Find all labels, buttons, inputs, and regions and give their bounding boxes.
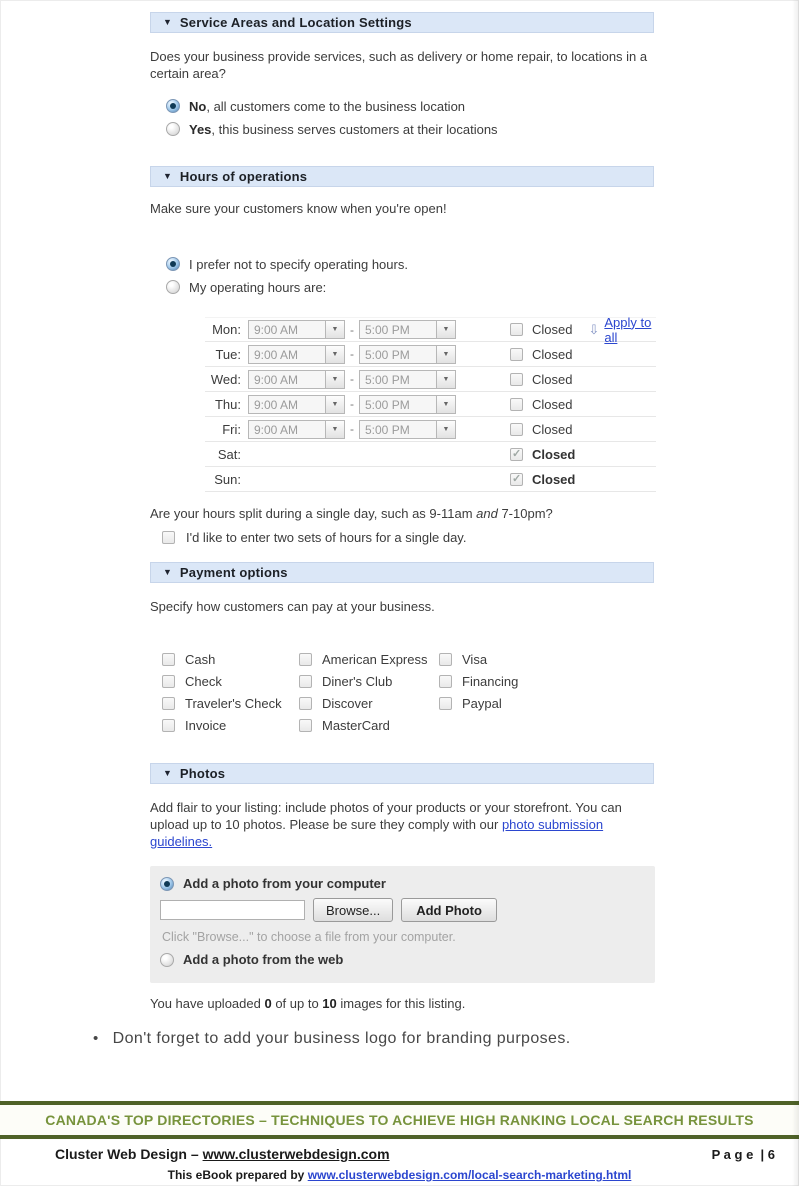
payment-label: Check: [185, 673, 222, 689]
file-upload-row: [160, 898, 655, 922]
radio-row-yes: [166, 120, 498, 138]
dropdown-arrow-icon[interactable]: ▼: [325, 370, 345, 389]
close-time-select[interactable]: 5:00 PM: [359, 320, 437, 339]
hours-intro: Make sure your customers know when you're open!: [150, 201, 447, 216]
amex-checkbox[interactable]: [299, 653, 312, 666]
hours-row-fri: [205, 417, 656, 442]
dropdown-arrow-icon[interactable]: ▼: [436, 370, 456, 389]
payment-label: Financing: [462, 673, 519, 689]
closed-checkbox[interactable]: [510, 323, 523, 336]
section-title-payment: Payment options: [179, 565, 288, 580]
logo-note-text: Don't forget to add your business logo for branding purposes.: [112, 1030, 571, 1047]
radio-my-hours[interactable]: [166, 280, 180, 294]
hours-row-mon: [205, 314, 656, 345]
check-icon: ✓: [512, 472, 522, 485]
radio-yes-label-rest: , this business serves customers at their locations: [211, 121, 498, 137]
time-dash: -: [350, 422, 354, 436]
apply-down-icon: ⇩: [588, 321, 600, 337]
radio-no-label-bold: No: [189, 98, 207, 114]
payment-label: Cash: [185, 651, 216, 667]
hours-row-tue: [205, 342, 656, 367]
open-time-select[interactable]: 9:00 AM: [248, 395, 326, 414]
discover-checkbox[interactable]: [299, 697, 312, 710]
radio-yes[interactable]: [166, 122, 180, 136]
dropdown-arrow-icon[interactable]: ▼: [436, 395, 456, 414]
radio-row-no: [166, 97, 465, 115]
radio-yes-label-bold: Yes: [189, 121, 212, 137]
hours-row-wed: [205, 367, 656, 392]
close-time-select[interactable]: 5:00 PM: [359, 370, 437, 389]
closed-label: Closed: [532, 371, 573, 387]
upload-from-web-row: [160, 952, 655, 967]
uploaded-text: of up to: [271, 996, 323, 1011]
closed-checkbox[interactable]: [510, 373, 523, 386]
payment-option-invoice: [162, 714, 299, 736]
split-hours-checkbox-row: [162, 528, 466, 546]
payment-option-paypal: [439, 692, 518, 714]
radio-photo-computer[interactable]: [160, 877, 174, 891]
footer-prepared-line: [0, 1168, 799, 1182]
payment-option-financing: [439, 670, 518, 692]
day-label: Sat:: [217, 446, 241, 462]
uploaded-text: You have uploaded: [150, 996, 265, 1011]
day-label: Sun:: [214, 471, 241, 487]
section-header-payment[interactable]: [150, 562, 654, 583]
dropdown-arrow-icon[interactable]: ▼: [436, 320, 456, 339]
radio-row-my-hours: [166, 278, 326, 296]
check-icon: ✓: [512, 447, 522, 460]
payment-label: Visa: [462, 651, 488, 667]
browse-button[interactable]: Browse...: [313, 898, 393, 922]
payment-option-check: [162, 670, 299, 692]
invoice-checkbox[interactable]: [162, 719, 175, 732]
open-time-select[interactable]: 9:00 AM: [248, 320, 326, 339]
section-header-service-areas[interactable]: [150, 12, 654, 33]
photos-description: [150, 799, 655, 850]
visa-checkbox[interactable]: [439, 653, 452, 666]
radio-photo-web-label: Add a photo from the web: [183, 952, 344, 967]
radio-not-specify-label: I prefer not to specify operating hours.: [189, 256, 408, 272]
dropdown-arrow-icon[interactable]: ▼: [325, 420, 345, 439]
time-dash: -: [350, 347, 354, 361]
closed-label: Closed: [532, 322, 573, 337]
section-title-service-areas: Service Areas and Location Settings: [179, 15, 412, 30]
payment-option-diners-club: [299, 670, 439, 692]
closed-checkbox[interactable]: [510, 398, 523, 411]
payment-intro: Specify how customers can pay at your business.: [150, 599, 435, 614]
uploaded-max: 10: [322, 996, 337, 1011]
page-number: P a g e | 6: [711, 1147, 775, 1162]
split-hours-question: [150, 505, 650, 522]
day-label: Fri:: [222, 421, 241, 437]
split-hours-checkbox-label: I'd like to enter two sets of hours for a single day.: [186, 529, 467, 545]
radio-no[interactable]: [166, 99, 180, 113]
file-path-input[interactable]: [160, 900, 305, 920]
open-time-select[interactable]: 9:00 AM: [248, 370, 326, 389]
photo-guidelines-link[interactable]: photo submission guidelines.: [150, 817, 604, 849]
footer-band-text: CANADA'S TOP DIRECTORIES – TECHNIQUES TO ACHIEVE HIGH RANKING LOCAL SEARCH RESULTS: [45, 1112, 754, 1128]
photos-description-text: Add flair to your listing: include photos of your products or your storefront. You can upload up to 10 photos. Please be sure they comply with our: [150, 800, 622, 832]
closed-checkbox-checked[interactable]: [510, 473, 523, 486]
split-q-text: Are your hours split during a single day, such as 9-11am: [150, 506, 477, 521]
radio-yes-label: [189, 122, 498, 137]
add-photo-button[interactable]: Add Photo: [401, 898, 497, 922]
payment-option-mastercard: [299, 714, 439, 736]
open-time-select[interactable]: 9:00 AM: [248, 420, 326, 439]
closed-label: Closed: [532, 421, 573, 437]
browse-helper-text: Click "Browse..." to choose a file from your computer.: [162, 930, 456, 944]
uploaded-count: 0: [264, 996, 272, 1011]
check-checkbox[interactable]: [162, 675, 175, 688]
day-label: Thu:: [214, 396, 241, 412]
uploaded-count-line: [150, 996, 465, 1011]
payment-option-visa: [439, 648, 518, 670]
payment-option-cash: [162, 648, 299, 670]
section-header-hours[interactable]: [150, 166, 654, 187]
payment-label: Paypal: [462, 695, 502, 711]
collapse-icon: ▼: [163, 567, 172, 577]
hours-row-thu: [205, 392, 656, 417]
photo-upload-box: [150, 866, 655, 983]
payment-label: MasterCard: [322, 717, 390, 733]
payment-label: American Express: [322, 651, 428, 667]
service-question: Does your business provide services, such as delivery or home repair, to locations in a certain area?: [150, 49, 648, 81]
day-label: Tue:: [215, 346, 241, 362]
time-dash: -: [350, 322, 354, 337]
dropdown-arrow-icon[interactable]: ▼: [436, 345, 456, 364]
radio-photo-computer-label: Add a photo from your computer: [183, 876, 386, 891]
section-title-photos: Photos: [179, 766, 226, 781]
closed-label: Closed: [532, 346, 573, 362]
page-edge-shadow: [792, 0, 799, 1186]
split-q-and: and: [476, 506, 498, 521]
mastercard-checkbox[interactable]: [299, 719, 312, 732]
collapse-icon: ▼: [163, 171, 172, 181]
payment-options-grid: [162, 648, 518, 736]
hours-row-sun: [205, 467, 656, 492]
footer-band: [0, 1101, 799, 1139]
payment-option-travelers-check: [162, 692, 299, 714]
payment-label: Discover: [322, 695, 373, 711]
closed-label: Closed: [532, 471, 576, 487]
close-time-select[interactable]: 5:00 PM: [359, 345, 437, 364]
radio-no-label: [189, 99, 465, 114]
logo-note: [93, 1028, 743, 1049]
day-label: Wed:: [210, 371, 241, 387]
closed-checkbox[interactable]: [510, 348, 523, 361]
section-title-hours: Hours of operations: [179, 169, 308, 184]
financing-checkbox[interactable]: [439, 675, 452, 688]
dropdown-arrow-icon[interactable]: ▼: [436, 420, 456, 439]
radio-row-no-hours: [166, 255, 408, 273]
closed-checkbox[interactable]: [510, 423, 523, 436]
paypal-checkbox[interactable]: [439, 697, 452, 710]
closed-label: Closed: [532, 446, 576, 462]
radio-not-specify-hours[interactable]: [166, 257, 180, 271]
payment-option-amex: [299, 648, 439, 670]
footer-prepared-prefix: This eBook prepared by: [167, 1168, 308, 1182]
uploaded-text: images for this listing.: [336, 996, 466, 1011]
section-header-photos[interactable]: [150, 763, 654, 784]
collapse-icon: ▼: [163, 17, 172, 27]
day-label: Mon:: [212, 322, 241, 337]
dropdown-arrow-icon[interactable]: ▼: [325, 345, 345, 364]
split-q-text2: 7-10pm?: [497, 506, 553, 521]
payment-label: Invoice: [185, 717, 227, 733]
close-time-select[interactable]: 5:00 PM: [359, 395, 437, 414]
hours-row-sat: [205, 442, 656, 467]
radio-no-label-rest: , all customers come to the business location: [206, 98, 466, 114]
payment-label: Traveler's Check: [185, 695, 282, 711]
footer-company-link[interactable]: www.clusterwebdesign.com: [202, 1146, 390, 1162]
diners-club-checkbox[interactable]: [299, 675, 312, 688]
time-dash: -: [350, 372, 354, 386]
bullet-icon: •: [93, 1030, 99, 1047]
footer-prepared-link[interactable]: www.clusterwebdesign.com/local-search-marketing.html: [307, 1168, 632, 1182]
payment-option-discover: [299, 692, 439, 714]
open-time-select[interactable]: 9:00 AM: [248, 345, 326, 364]
radio-photo-web[interactable]: [160, 953, 174, 967]
closed-checkbox-checked[interactable]: [510, 448, 523, 461]
time-dash: -: [350, 397, 354, 411]
split-hours-checkbox[interactable]: [162, 531, 175, 544]
close-time-select[interactable]: 5:00 PM: [359, 420, 437, 439]
radio-my-hours-label: My operating hours are:: [189, 279, 327, 295]
travelers-check-checkbox[interactable]: [162, 697, 175, 710]
collapse-icon: ▼: [163, 768, 172, 778]
footer-company: [55, 1146, 390, 1162]
apply-to-all-link[interactable]: Apply to all: [604, 314, 652, 345]
upload-from-computer-row: [160, 876, 655, 891]
closed-label: Closed: [532, 396, 573, 412]
footer-company-prefix: Cluster Web Design –: [55, 1146, 203, 1162]
footer-row: [55, 1146, 775, 1162]
dropdown-arrow-icon[interactable]: ▼: [325, 320, 345, 339]
dropdown-arrow-icon[interactable]: ▼: [325, 395, 345, 414]
cash-checkbox[interactable]: [162, 653, 175, 666]
payment-label: Diner's Club: [322, 673, 393, 689]
hours-table: [205, 314, 656, 492]
